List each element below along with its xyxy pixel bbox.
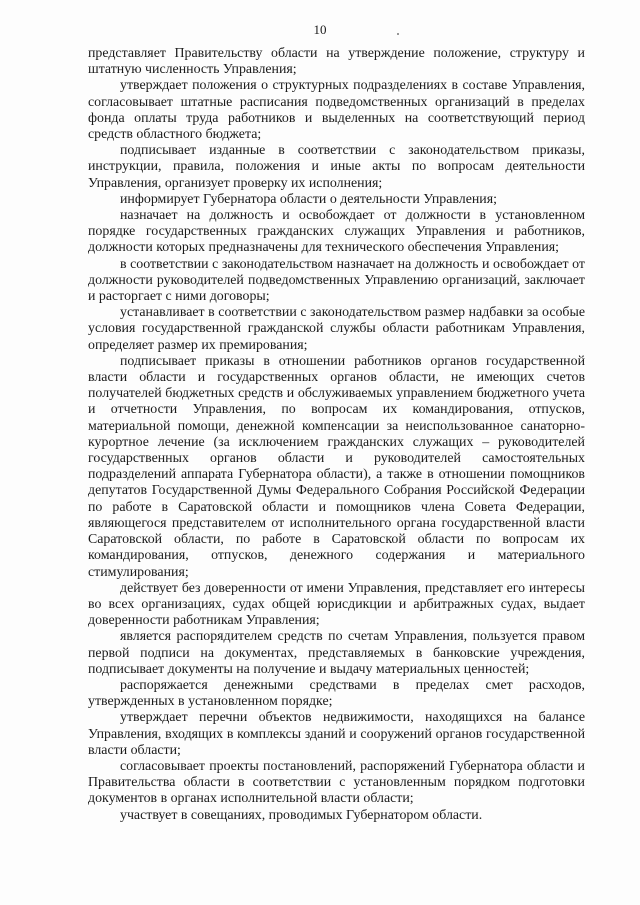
paragraph-3: подписывает изданные в соответствии с законодательством приказы, инструкции, правила, положения и иные акты по вопросам деятельности Управления, организует проверку их исполнения;	[88, 143, 585, 191]
paragraph-7: устанавливает в соответствии с законодательством размер надбавки за особые условия государственной гражданской службы области работникам Управления, определяет размер их премирования;	[88, 305, 585, 353]
page-number: 10	[313, 22, 327, 37]
paragraph-9: действует без доверенности от имени Управления, представляет его интересы во всех организациях, судах общей юрисдикции и арбитражных судах, выдает доверенности работникам Управления;	[88, 580, 585, 629]
paragraph-6: в соответствии с законодательством назначает на должность и освобождает от должности руководителей подведомственных Управлению организаций, заключает и расторгает с ними договоры;	[88, 256, 585, 305]
paragraph-1: представляет Правительству области на утверждение положение, структуру и штатную численность Управления;	[88, 46, 585, 78]
paragraph-14: участвует в совещаниях, проводимых Губернатором области.	[120, 807, 483, 823]
paragraph-13: согласовывает проекты постановлений, распоряжений Губернатора области и Правительства области в соответствии с установленным порядком подготовки документов в органах исполнительной власти области;	[88, 758, 585, 807]
paragraph-8: подписывает приказы в отношении работников органов государственной власти области и государственных органов области, не имеющих счетов получателей бюджетных средств и обслуживаемых управлением бюджетного учета и отчетности Управления, по вопросам их командирования, отпусков, материальной помощи, денежной компенсации за неиспользованное санаторно-курортное лечение (за исключением гражданских служащих – руководителей государственных органов области и руководителей самостоятельных подразделений аппарата Губернатора области), а также в отношении помощников депутатов Государственной Думы Федерального Собрания Российской Федерации по работе в Саратовской области и помощников члена Совета Федерации, являющегося представителем от исполнительного органа государственной власти Саратовской области, по работе в Саратовской области по вопросам их командирования, отпусков, денежного содержания и материального стимулирования;	[88, 353, 585, 580]
paragraph-10: является распорядителем средств по счетам Управления, пользуется правом первой подписи на документах, представляемых в банковские учреждения, подписывает документы на получение и выдачу материальных ценностей;	[88, 629, 585, 677]
paragraph-2: утверждает положения о структурных подразделениях в составе Управления, согласовывает штатные расписания подведомственных организаций в пределах фонда оплаты труда работников и выделенных на соответствующий период средств областного бюджета;	[88, 78, 585, 143]
paragraph-11: распоряжается денежными средствами в пределах смет расходов, утвержденных в установленном порядке;	[88, 677, 585, 710]
scan-speck	[397, 33, 399, 35]
paragraph-12: утверждает перечни объектов недвижимости, находящихся на балансе Управления, входящих в комплексы зданий и сооружений органов государственной власти области;	[88, 710, 585, 758]
paragraph-4: информирует Губернатора области о деятельности Управления;	[120, 191, 497, 207]
paragraph-5: назначает на должность и освобождает от должности в установленном порядке государственных гражданских служащих Управления и работников, должности которых предназначены для технического обеспечения Управления;	[88, 208, 585, 256]
document-body	[88, 46, 585, 824]
